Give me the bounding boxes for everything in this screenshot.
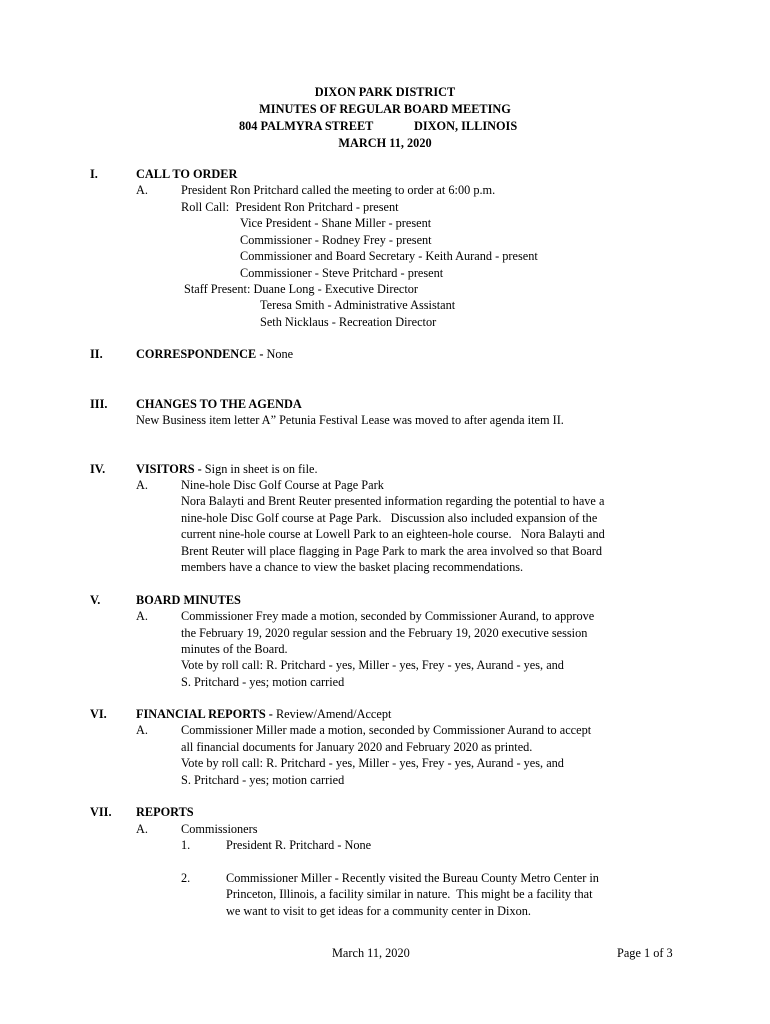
document-title: MINUTES OF REGULAR BOARD MEETING — [259, 102, 511, 116]
roll-call: Roll Call: President Ron Pritchard - present — [181, 200, 399, 214]
paragraph-line: Nora Balayti and Brent Reuter presented information regarding the potential to have a — [181, 494, 605, 508]
item-letter: A. — [136, 822, 148, 836]
footer-page-number: Page 1 of 3 — [617, 946, 673, 960]
item-letter: A. — [136, 723, 148, 737]
section-line — [136, 346, 293, 362]
section-number: V. — [90, 593, 101, 607]
section-title: REPORTS — [136, 805, 194, 819]
section-number: IV. — [90, 462, 106, 476]
section-line — [136, 461, 318, 477]
item-letter: A. — [136, 609, 148, 623]
paragraph-line: the February 19, 2020 regular session and the February 19, 2020 executive session — [181, 626, 588, 640]
section-title: FINANCIAL REPORTS - — [136, 707, 273, 721]
staff-entry: Seth Nicklaus - Recreation Director — [260, 315, 437, 329]
item-letter: A. — [136, 478, 148, 492]
item-letter: A. — [136, 183, 148, 197]
section-number: II. — [90, 347, 103, 361]
footer-date: March 11, 2020 — [332, 946, 410, 960]
item-title: Nine-hole Disc Golf Course at Page Park — [181, 478, 384, 492]
paragraph-line: nine-hole Disc Golf course at Page Park. Discussion also included expansion of the — [181, 511, 598, 525]
roll-call-entry: Commissioner and Board Secretary - Keith Aurand - present — [240, 249, 538, 263]
paragraph-line: members have a chance to view the basket placing recommendations. — [181, 560, 524, 574]
paragraph-line: Commissioner Miller made a motion, seconded by Commissioner Aurand to accept — [181, 723, 592, 737]
staff-present: Staff Present: Duane Long - Executive Director — [184, 282, 419, 296]
roll-call-entry: Vice President - Shane Miller - present — [240, 216, 432, 230]
address-city: DIXON, ILLINOIS — [414, 119, 518, 133]
section-title: CALL TO ORDER — [136, 167, 238, 181]
paragraph-line: Commissioner Frey made a motion, seconded by Commissioner Aurand, to approve — [181, 609, 595, 623]
staff-entry: Teresa Smith - Administrative Assistant — [260, 298, 456, 312]
roll-call-entry: Commissioner - Rodney Frey - present — [240, 233, 432, 247]
sub-item-text: Commissioner Miller - Recently visited the Bureau County Metro Center in — [226, 871, 599, 885]
sub-item-number: 2. — [181, 871, 191, 885]
section-number: III. — [90, 397, 108, 411]
item-text: President Ron Pritchard called the meeting to order at 6:00 p.m. — [181, 183, 496, 197]
section-text: None — [263, 347, 294, 361]
paragraph-line: S. Pritchard - yes; motion carried — [181, 675, 345, 689]
org-name: DIXON PARK DISTRICT — [314, 85, 456, 99]
section-number: I. — [90, 167, 98, 181]
sub-item-text: Princeton, Illinois, a facility similar in nature. This might be a facility that — [226, 887, 593, 901]
section-number: VI. — [90, 707, 107, 721]
paragraph-line: Vote by roll call: R. Pritchard - yes, Miller - yes, Frey - yes, Aurand - yes, and — [181, 756, 564, 770]
section-text: Review/Amend/Accept — [272, 707, 392, 721]
section-title: CORRESPONDENCE - — [136, 347, 264, 361]
address-street: 804 PALMYRA STREET — [239, 119, 374, 133]
paragraph-line: Vote by roll call: R. Pritchard - yes, Miller - yes, Frey - yes, Aurand - yes, and — [181, 658, 564, 672]
sub-item-text: we want to visit to get ideas for a community center in Dixon. — [226, 904, 531, 918]
roll-call-entry: Commissioner - Steve Pritchard - present — [240, 266, 444, 280]
paragraph-line: minutes of the Board. — [181, 642, 288, 656]
meeting-date: MARCH 11, 2020 — [338, 136, 432, 150]
section-title: VISITORS - — [136, 462, 202, 476]
paragraph-line: Brent Reuter will place flagging in Page Park to mark the area involved so that Board — [181, 544, 603, 558]
paragraph-line: current nine-hole course at Lowell Park to an eighteen-hole course. Nora Balayti and — [181, 527, 605, 541]
section-number: VII. — [90, 805, 112, 819]
paragraph-line: S. Pritchard - yes; motion carried — [181, 773, 345, 787]
item-title: Commissioners — [181, 822, 258, 836]
section-title: BOARD MINUTES — [136, 593, 241, 607]
section-text: New Business item letter A” Petunia Festival Lease was moved to after agenda item II. — [136, 413, 564, 427]
section-line — [136, 706, 391, 722]
section-title: CHANGES TO THE AGENDA — [136, 397, 302, 411]
paragraph-line: all financial documents for January 2020 and February 2020 as printed. — [181, 740, 533, 754]
section-text: Sign in sheet is on file. — [201, 462, 318, 476]
sub-item-text: President R. Pritchard - None — [226, 838, 372, 852]
sub-item-number: 1. — [181, 838, 191, 852]
